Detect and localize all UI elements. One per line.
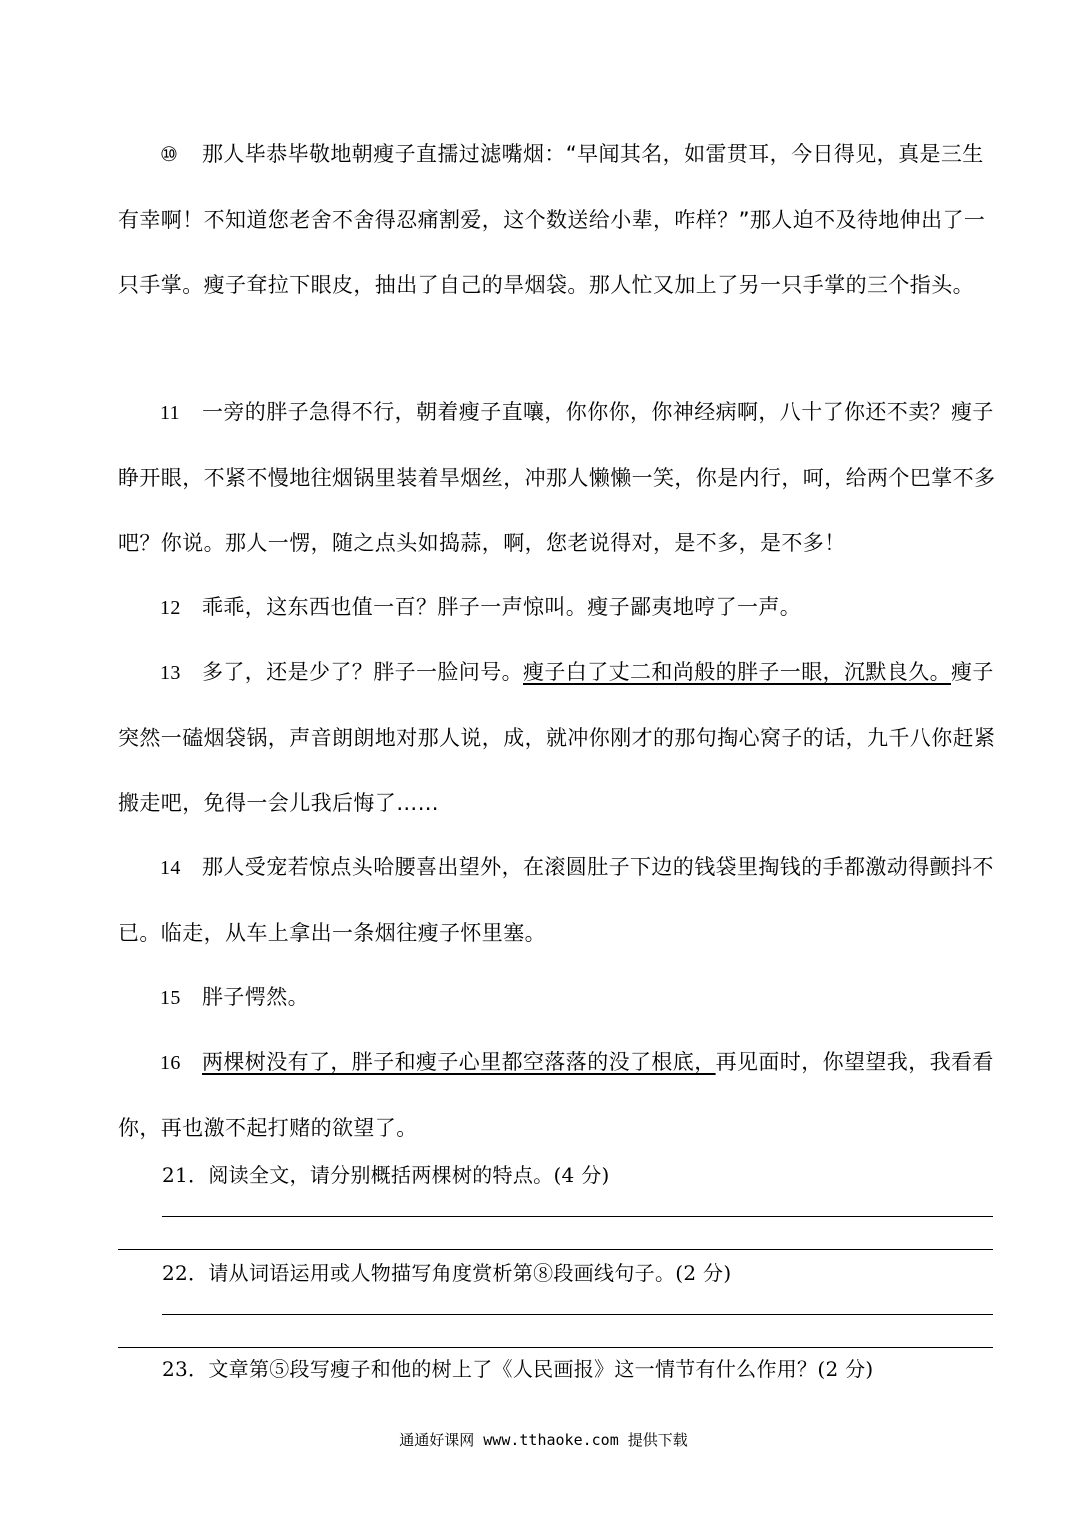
- paragraph-number: 15: [160, 987, 181, 1009]
- paragraph-text: 那人毕恭毕敬地朝瘦子直擩过滤嘴烟：“早闻其名，如雷贯耳，今日得见，真是三生有幸啊！不知道您老舍不舍得忍痛割爱，这个数送给小辈，咋样？”那人迫不及待地伸出了一只手掌。瘦子耷拉下眼皮，抽出了自己的旱烟袋。那人忙又加上了另一只手掌的三个指头。: [118, 142, 986, 297]
- answer-line: [118, 1347, 993, 1348]
- paragraph-number: ⑩: [160, 144, 179, 166]
- paragraph-number: 14: [160, 857, 181, 879]
- footer-source: 通通好课网 www.tthaoke.com 提供下载: [399, 1431, 688, 1449]
- question-23: 23．文章第⑤段写瘦子和他的树上了《人民画报》这一情节有什么作用？(2 分): [162, 1357, 874, 1381]
- paragraph-number: 12: [160, 597, 181, 619]
- underlined-sentence: 瘦子白了丈二和尚般的胖子一眼，沉默良久。: [523, 660, 951, 684]
- question-21: 21．阅读全文，请分别概括两棵树的特点。(4 分): [162, 1163, 610, 1187]
- paragraph-text: 那人受宠若惊点头哈腰喜出望外，在滚圆肚子下边的钱袋里掏钱的手都激动得颤抖不已。临走，从车上拿出一条烟往瘦子怀里塞。: [118, 855, 994, 945]
- paragraph-text: 胖子愕然。: [202, 985, 309, 1009]
- paragraph-number: 13: [160, 662, 181, 684]
- question-22: 22．请从词语运用或人物描写角度赏析第⑧段画线句子。(2 分): [162, 1261, 732, 1285]
- paragraph-11: [118, 380, 1003, 576]
- paragraph-16: [118, 1030, 1003, 1161]
- answer-line: [162, 1216, 993, 1217]
- paragraph-text: 乖乖，这东西也值一百？胖子一声惊叫。瘦子鄙夷地哼了一声。: [202, 595, 802, 619]
- paragraph-14: [118, 835, 1003, 966]
- answer-line: [162, 1314, 993, 1315]
- paragraph-number: 11: [160, 402, 181, 424]
- paragraph-number: 16: [160, 1052, 181, 1074]
- answer-line: [118, 1249, 993, 1250]
- paragraph-text: 一旁的胖子急得不行，朝着瘦子直嚷，你你你，你神经病啊，八十了你还不卖？瘦子睁开眼，不紧不慢地往烟锅里装着旱烟丝，冲那人懒懒一笑，你是内行，呵，给两个巴掌不多吧？你说。那人一愣，随之点头如捣蒜，啊，您老说得对，是不多，是不多！: [118, 400, 996, 555]
- paragraph-text-continued: 再见面时，你望望我，我看看你，再也激不起打赌的欲望了。: [118, 1050, 994, 1140]
- paragraph-15: [118, 965, 1003, 1031]
- paragraph-text-continued: 瘦子突然一磕烟袋锅，声音朗朗地对那人说，成，就冲你刚才的那句掏心窝子的话，九千八你赶紧搬走吧，免得一会儿我后悔了……: [118, 660, 996, 815]
- paragraph-10: [118, 122, 1003, 318]
- underlined-sentence: 两棵树没有了，胖子和瘦子心里都空落落的没了根底，: [202, 1050, 716, 1074]
- paragraph-text: 多了，还是少了？胖子一脸问号。: [202, 660, 523, 684]
- paragraph-12: [118, 575, 1003, 641]
- paragraph-13: [118, 640, 1003, 836]
